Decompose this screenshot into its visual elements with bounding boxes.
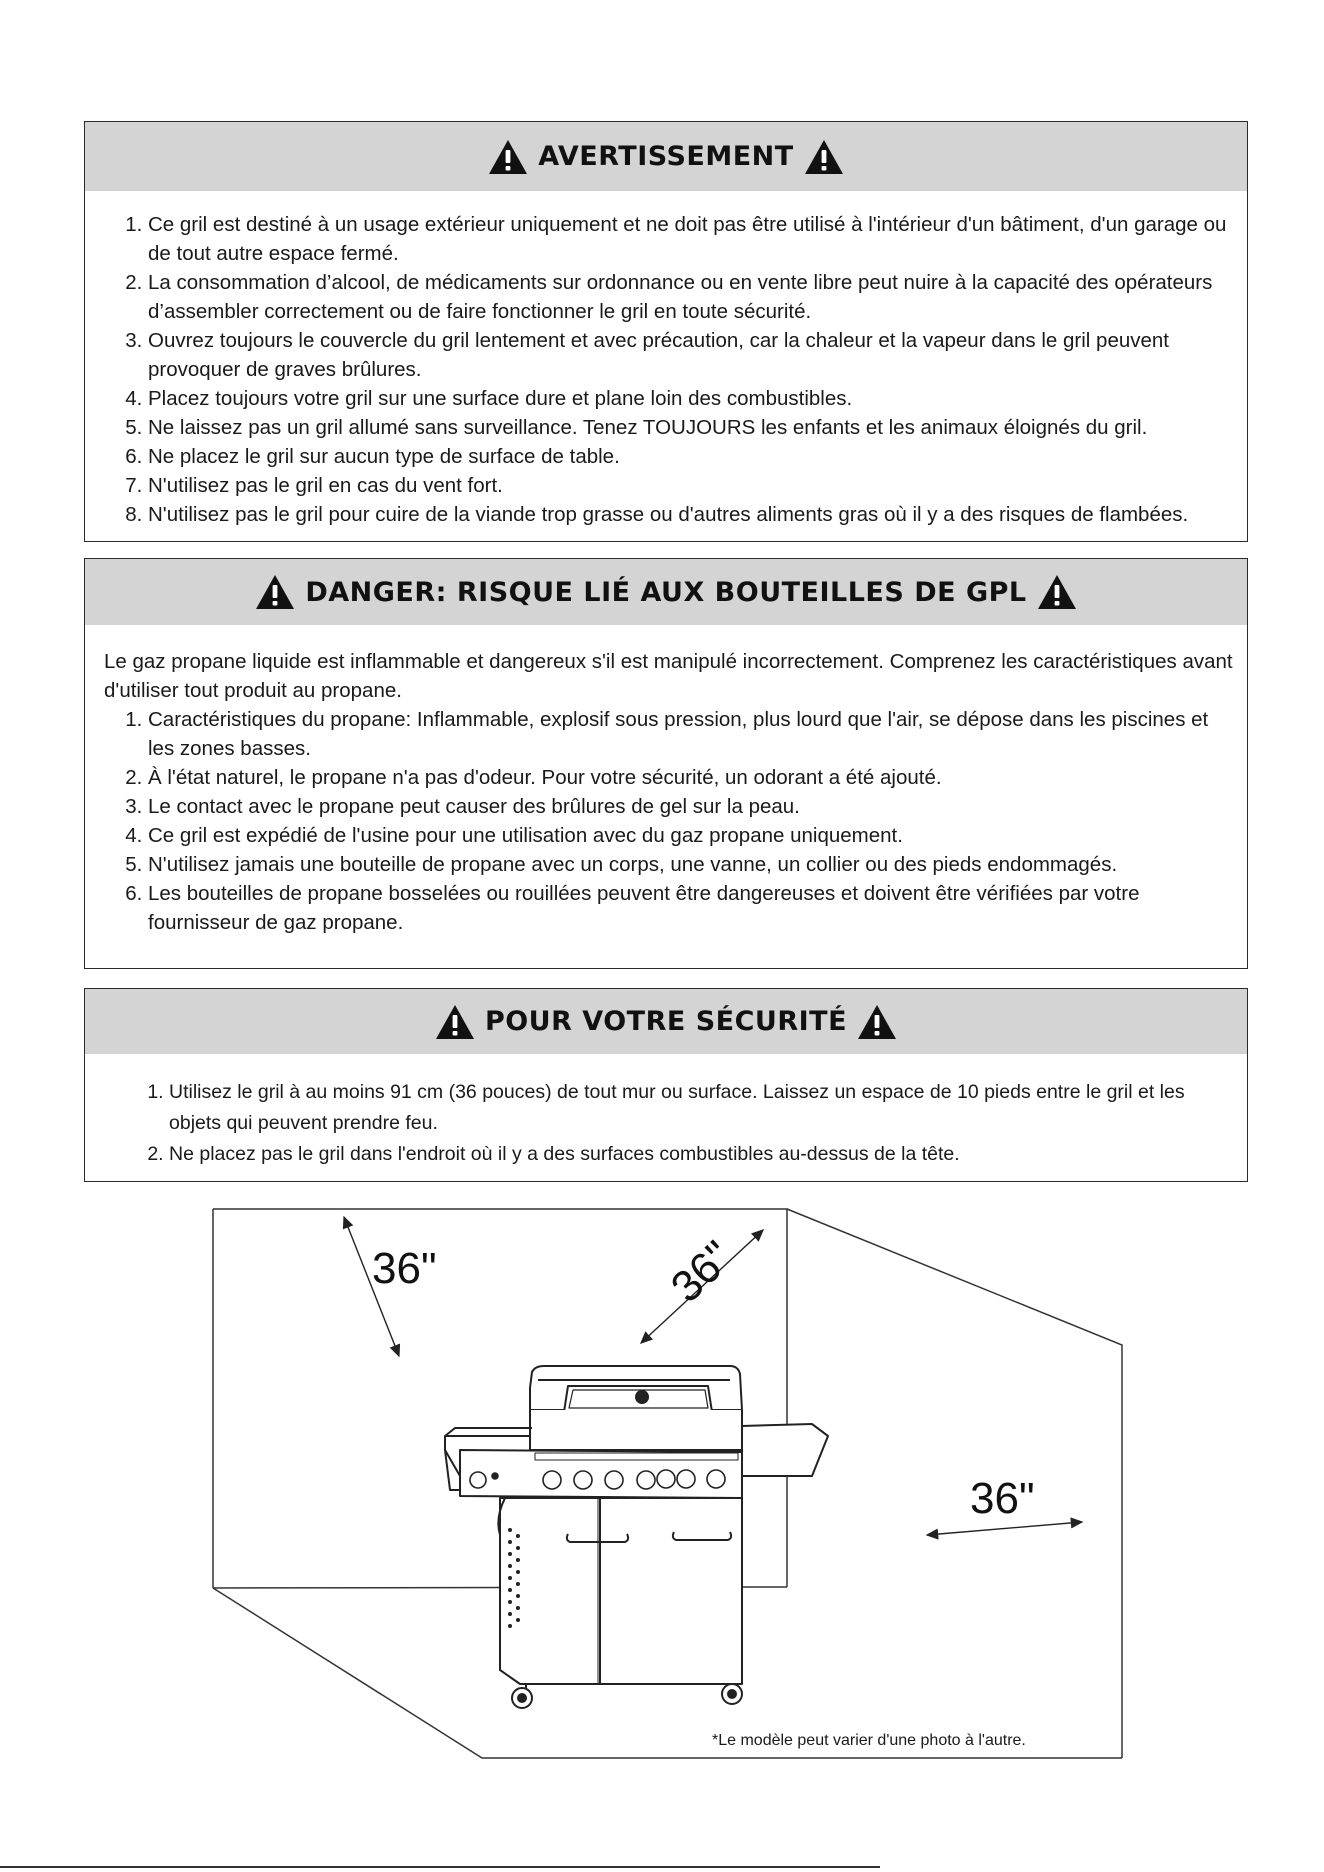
list-item: 1. Ce gril est destiné à un usage extérieur uniquement et ne doit pas être utilisé à l'intérieur d'un bâtiment, d'un garage ou de tout autre espace fermé. xyxy=(148,210,1237,268)
warning-list xyxy=(104,210,1237,529)
diagram-caption: *Le modèle peut varier d'une photo à l'autre. xyxy=(712,1732,1026,1749)
danger-intro: Le gaz propane liquide est inflammable et dangereux s'il est manipulé incorrectement. Comprenez les caractéristiques avant d'utiliser tout produit au propane. xyxy=(104,650,1233,702)
list-item: 1. Utilisez le gril à au moins 91 cm (36 pouces) de tout mur ou surface. Laissez un espace de 10 pieds entre le gril et les objets qui peuvent prendre feu. xyxy=(169,1077,1237,1139)
list-item: 7. N'utilisez pas le gril en cas du vent fort. xyxy=(148,471,1237,500)
safety-header xyxy=(85,989,1247,1054)
safety-title: POUR VOTRE SÉCURITÉ xyxy=(484,1006,848,1037)
safety-body xyxy=(85,1054,1247,1170)
list-item: 6. Ne placez le gril sur aucun type de surface de table. xyxy=(148,442,1237,471)
list-item: 4. Ce gril est expédié de l'usine pour une utilisation avec du gaz propane uniquement. xyxy=(148,821,1237,850)
footer-divider xyxy=(0,1866,880,1868)
danger-body xyxy=(85,625,1247,937)
warning-box xyxy=(84,121,1248,542)
dimension-diagonal: 36" xyxy=(661,1231,743,1312)
danger-title: DANGER: RISQUE LIÉ AUX BOUTEILLES DE GPL xyxy=(305,576,1027,608)
safety-list xyxy=(125,1077,1237,1170)
danger-header xyxy=(85,559,1247,625)
warning-triangle-icon xyxy=(857,1004,897,1040)
list-item: 2. À l'état naturel, le propane n'a pas d'odeur. Pour votre sécurité, un odorant a été ajouté. xyxy=(148,763,1237,792)
list-item: 5. Ne laissez pas un gril allumé sans surveillance. Tenez TOUJOURS les enfants et les animaux éloignés du gril. xyxy=(148,413,1237,442)
warning-triangle-icon xyxy=(1037,574,1077,610)
list-item: 5. N'utilisez jamais une bouteille de propane avec un corps, une vanne, un collier ou des pieds endommagés. xyxy=(148,850,1237,879)
dimension-left: 36" xyxy=(372,1244,437,1293)
warning-header xyxy=(85,122,1247,191)
list-item: 2. La consommation d’alcool, de médicaments sur ordonnance ou en vente libre peut nuire à la capacité des opérateurs d’assembler correctement ou de faire fonctionner le gril en toute sécurité. xyxy=(148,268,1237,326)
warning-triangle-icon xyxy=(488,139,528,175)
danger-list xyxy=(104,705,1237,937)
warning-title: AVERTISSEMENT xyxy=(538,141,794,172)
list-item: 2. Ne placez pas le gril dans l'endroit où il y a des surfaces combustibles au-dessus de la tête. xyxy=(169,1139,1237,1170)
safety-box xyxy=(84,988,1248,1182)
list-item: 8. N'utilisez pas le gril pour cuire de la viande trop grasse ou d'autres aliments gras où il y a des risques de flambées. xyxy=(148,500,1237,529)
clearance-diagram xyxy=(200,1200,1130,1770)
list-item: 1. Caractéristiques du propane: Inflammable, explosif sous pression, plus lourd que l'air, se dépose dans les piscines et les zones basses. xyxy=(148,705,1237,763)
warning-triangle-icon xyxy=(435,1004,475,1040)
dimension-right: 36" xyxy=(970,1474,1035,1523)
list-item: 6. Les bouteilles de propane bosselées ou rouillées peuvent être dangereuses et doivent être vérifiées par votre fournisseur de gaz propane. xyxy=(148,879,1237,937)
danger-box xyxy=(84,558,1248,969)
warning-body xyxy=(85,191,1247,529)
warning-triangle-icon xyxy=(255,574,295,610)
list-item: 3. Le contact avec le propane peut causer des brûlures de gel sur la peau. xyxy=(148,792,1237,821)
list-item: 3. Ouvrez toujours le couvercle du gril lentement et avec précaution, car la chaleur et la vapeur dans le gril peuvent provoquer de graves brûlures. xyxy=(148,326,1237,384)
warning-triangle-icon xyxy=(804,139,844,175)
grill-illustration xyxy=(445,1366,828,1708)
list-item: 4. Placez toujours votre gril sur une surface dure et plane loin des combustibles. xyxy=(148,384,1237,413)
